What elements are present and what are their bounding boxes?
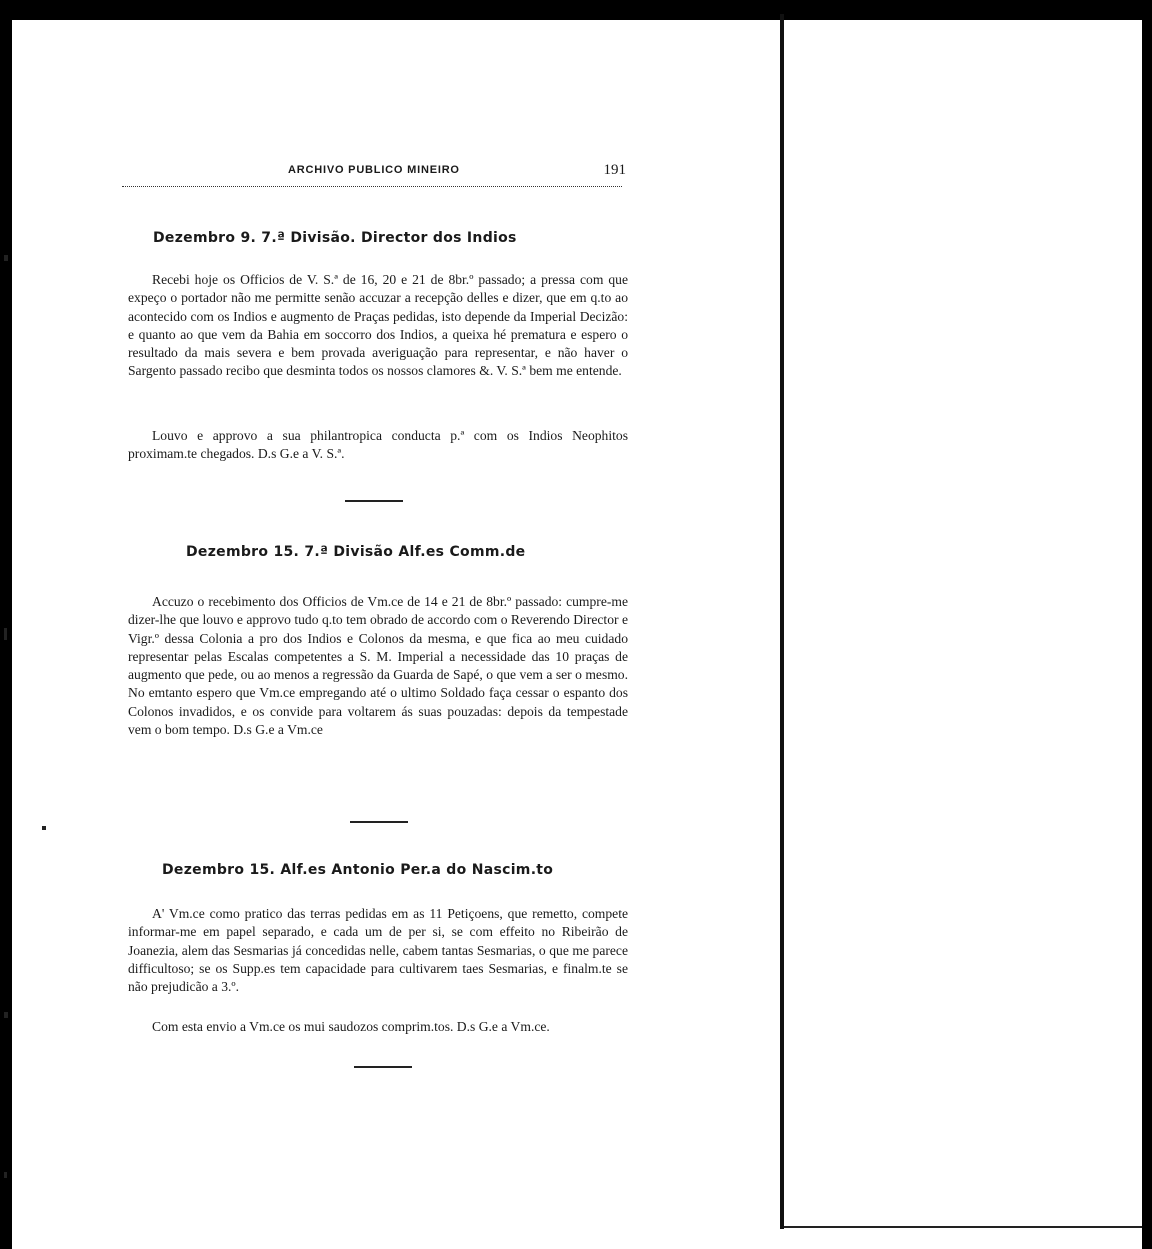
page-gutter [780, 14, 784, 1229]
scan-speck [4, 1172, 7, 1178]
entry-paragraph: Accuzo o recebimento dos Officios de Vm.ce de 14 e 21 de 8br.º passado: cumpre-me dizer-lhe que louvo e approvo tudo q.to tem obrado de accordo com o Reverendo Director e Vigr.º dessa Colonia a pro dos Indios e Colonos da mesma, e que fica ao meu cuidado representar pelas Escalas competentes a S. M. Imperial a necessidade das 10 praças de augmento que pede, ou ao menos a regressão da Guarda de Sapé, o que vem a ser o mesmo. No emtanto espero que Vm.ce empregando até o ultimo Soldado faça cessar o espanto dos Colonos invadidos, e os convide para voltarem ás suas pouzadas: depois da tempestade vem o bom tempo. D.s G.e a Vm.ce [128, 594, 628, 738]
entry-paragraph: Com esta envio a Vm.ce os mui saudozos comprim.tos. D.s G.e a Vm.ce. [152, 1019, 550, 1034]
section-divider [354, 1066, 412, 1068]
entry-paragraph: Recebi hoje os Officios de V. S.ª de 16, 20 e 21 de 8br.º passado; a pressa com que expeço o portador não me permitte senão accuzar a recepção delles e dizer, que em q.to ao acontecido com os Indios e augmento de Praças pedidas, isto depende da Imperial Decizão: e quanto ao que vem da Bahia em soccorro dos Indios, a queixa hé prematura e espero o resultado da mais severa e bem provada averiguação para representar, e não haver o Sargento passado recibo que desminta todos os nossos clamores &. V. S.ª bem me entende. [128, 272, 628, 379]
entry-heading: Dezembro 15. 7.ª Divisão Alf.es Comm.de [186, 544, 526, 560]
section-divider [345, 500, 403, 502]
entry-heading: Dezembro 15. Alf.es Antonio Per.a do Nascim.to [162, 862, 554, 878]
running-header [120, 162, 630, 184]
scan-speck [4, 628, 7, 640]
entry-paragraph: A' Vm.ce como pratico das terras pedidas em as 11 Petiçoens, que remetto, compete informar-me em papel separado, e cada um de per si, se com effeito no Ribeirão de Joanezia, alem das Sesmarias já concedidas nelle, cabem tantas Sesmarias, o que me parece difficultoso; se os Supp.es tem capacidade para cultivarem taes Sesmarias, e finalm.te se não prejudicão a 3.º. [128, 906, 628, 995]
page-bottom-edge [784, 1226, 1142, 1228]
entry-heading: Dezembro 9. 7.ª Divisão. Director dos Indios [153, 230, 517, 246]
running-header-title: ARCHIVO PUBLICO MINEIRO [288, 164, 460, 176]
entry-paragraph: Louvo e approvo a sua philantropica conducta p.ª com os Indios Neophitos proximam.te chegados. D.s G.e a V. S.ª. [128, 428, 628, 462]
scan-border-right [1142, 0, 1152, 1249]
scan-speck [4, 255, 8, 261]
page-number: 191 [603, 162, 626, 178]
scan-speck [42, 826, 46, 830]
section-divider [350, 821, 408, 823]
scan-border-left [0, 0, 12, 1249]
scan-border-top [0, 0, 1152, 20]
header-rule [122, 186, 622, 187]
scan-speck [4, 1012, 8, 1018]
